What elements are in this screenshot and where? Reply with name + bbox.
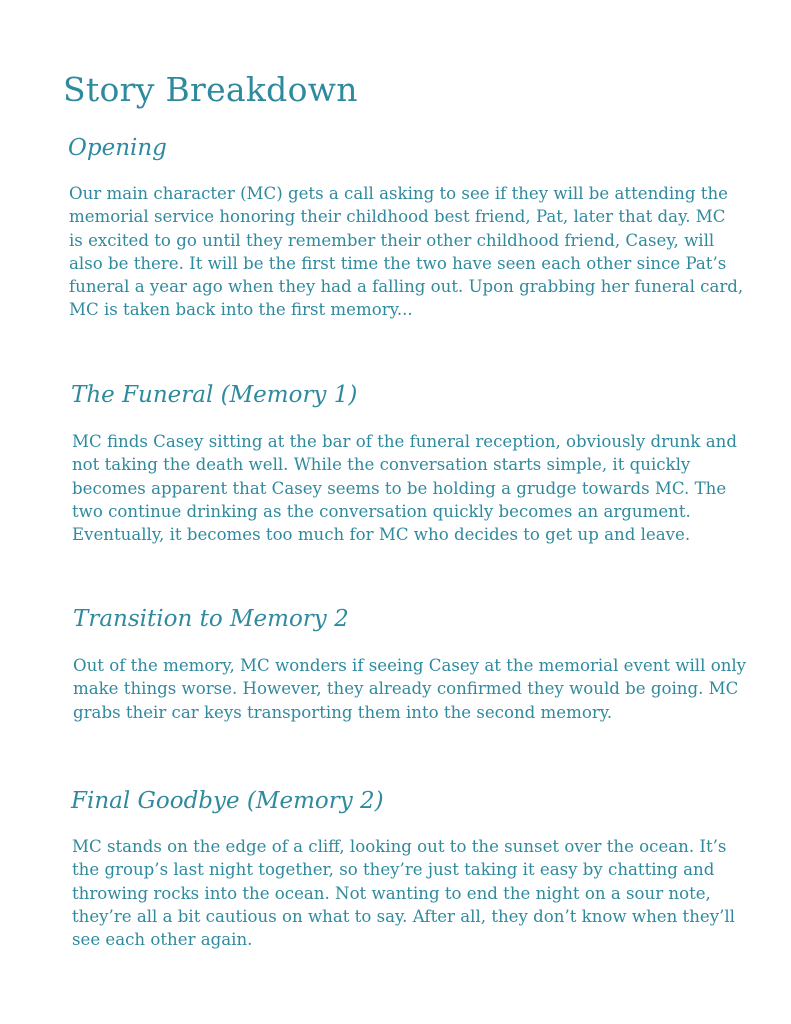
section-body-funeral: MC finds Casey sitting at the bar of the funeral reception, obviously drunk and not taking the death well. While the conversation starts simple, it quickly becomes apparent that Casey seems to be holding a grudge towards MC. The two continue drinking as the conversation quickly becomes an argument. Eventually, it becomes too much for MC who decides to get up and leave.	[72, 432, 737, 545]
section-body-opening: Our main character (MC) gets a call asking to see if they will be attending the memorial service honoring their childhood best friend, Pat, later that day. MC is excited to go until they remember their other childhood friend, Casey, will also be there. It will be the first time the two have seen each other since Pat’s funeral a year ago when they had a falling out. Upon grabbing her funeral card, MC is taken back into the first memory...	[69, 184, 744, 320]
page-title: Story Breakdown	[63, 70, 358, 109]
section-heading-transition: Transition to Memory 2	[73, 606, 349, 632]
section-heading-final-goodbye: Final Goodbye (Memory 2)	[71, 788, 384, 814]
section-heading-opening: Opening	[68, 135, 167, 161]
section-body-final-goodbye: MC stands on the edge of a cliff, looking out to the sunset over the ocean. It’s the group’s last night together, so they’re just taking it easy by chatting and throwing rocks into the ocean. Not wanting to end the night on a sour note, they’re all a bit cautious on what to say. After all, they don’t know when they’ll see each other again.	[72, 837, 735, 950]
section-body-transition: Out of the memory, MC wonders if seeing Casey at the memorial event will only make things worse. However, they already confirmed they would be going. MC grabs their car keys transporting them into the second memory.	[73, 656, 747, 722]
section-heading-funeral: The Funeral (Memory 1)	[71, 382, 358, 408]
